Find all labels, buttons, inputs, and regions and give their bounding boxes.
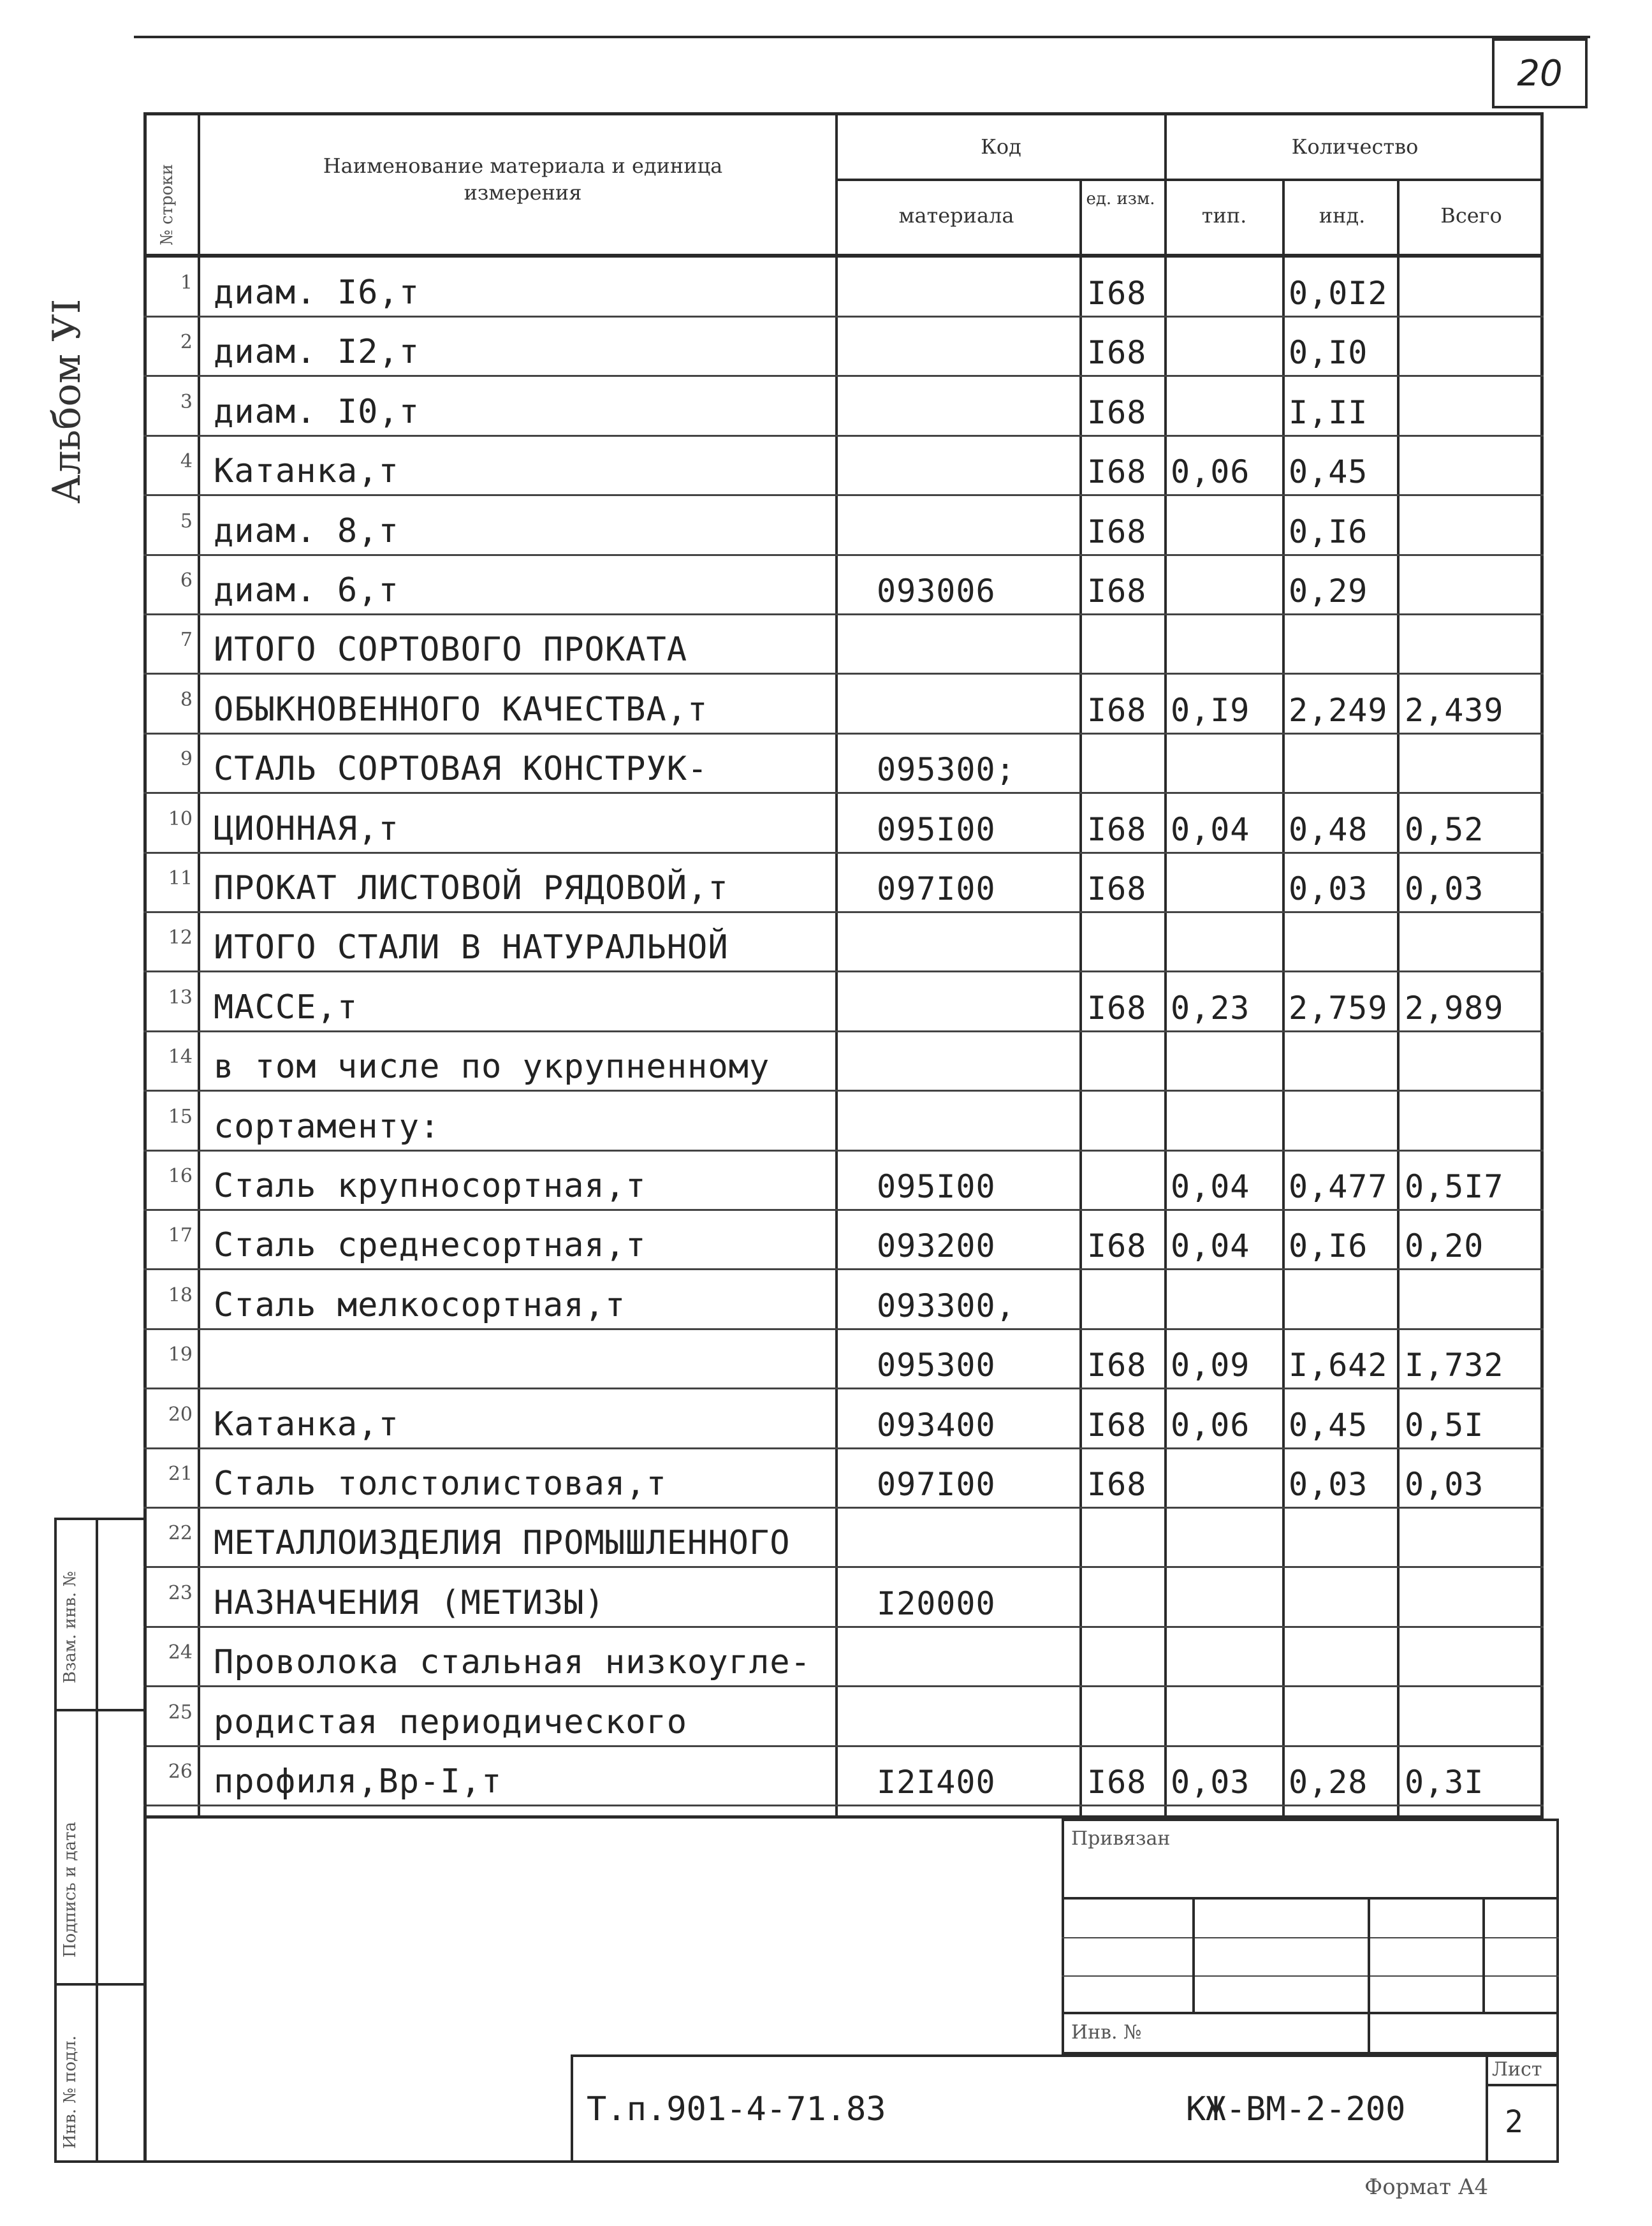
table-cell-ind: 0,0I2 [1289,275,1388,312]
table-cell-code [877,912,1074,972]
header-rownum: № строки [157,164,177,245]
table-cell-unit [1087,1687,1160,1746]
table-cell-tip [1171,1032,1279,1091]
row-number: 24 [168,1641,193,1664]
privyazan-vline-2 [1368,1897,1370,2054]
table-cell-total [1405,555,1542,615]
table-cell-name: МАССЕ,т [214,988,358,1027]
table-cell-code: 095300; [877,751,1016,788]
header-code-group: Код [981,135,1021,159]
table-cell-total [1405,1568,1542,1627]
table-cell-ind [1289,1032,1397,1091]
top-border-line [134,36,1590,38]
table-cell-unit: I68 [1087,1347,1147,1384]
table-cell-tip [1171,258,1279,317]
table-cell-name: диам. 8,т [214,512,399,550]
table-cell-name: Катанка,т [214,452,399,490]
header-qty-ind: инд. [1319,203,1366,228]
row-number: 13 [168,986,193,1009]
table-cell-ind: 0,29 [1289,573,1368,610]
table-cell-code [877,1508,1074,1567]
table-cell-ind [1289,1568,1397,1627]
table-cell-code [877,496,1074,555]
table-cell-name: ЦИОННАЯ,т [214,810,399,848]
table-cell-code [877,615,1074,674]
table-cell-name: СТАЛЬ СОРТОВАЯ КОНСТРУК- [214,750,708,788]
table-cell-code: I2I400 [877,1764,996,1801]
table-cell-name: Сталь мелкосортная,т [214,1286,626,1324]
table-cell-tip [1171,734,1279,793]
left-margin-label-1: Взам. инв. № [61,1571,80,1683]
table-cell-code: 097I00 [877,1466,996,1503]
doc-code: Т.п.901-4-71.83 [587,2090,886,2128]
table-cell-code: 093300, [877,1287,1016,1324]
table-cell-code: 097I00 [877,870,996,907]
row-number: 25 [168,1701,193,1724]
table-cell-name: ИТОГО СОРТОВОГО ПРОКАТА [214,631,688,669]
table-cell-unit: I68 [1087,394,1147,431]
table-cell-name: диам. 6,т [214,571,399,610]
table-cell-ind: 0,I0 [1289,334,1368,371]
table-cell-ind: 0,03 [1289,870,1368,907]
table-cell-ind: 2,249 [1289,692,1388,729]
table-cell-tip: 0,23 [1171,990,1250,1027]
table-cell-code: I20000 [877,1585,996,1622]
table-cell-name [214,1329,826,1389]
table-cell-total [1405,1032,1542,1091]
table-cell-total [1405,734,1542,793]
table-cell-ind: 0,03 [1289,1466,1368,1503]
table-cell-code: 093200 [877,1227,996,1264]
table-cell-unit: I68 [1087,573,1147,610]
table-cell-ind: 0,45 [1289,453,1368,490]
table-cell-total [1405,436,1542,495]
row-number: 26 [168,1761,193,1783]
row-number: 22 [168,1522,193,1544]
header-code-unit: ед. изм. [1086,189,1155,209]
table-cell-name: Проволока стальная низкоугле- [214,1643,811,1681]
table-cell-tip [1171,555,1279,615]
table-cell-tip [1171,1508,1279,1567]
table-cell-total [1405,1508,1542,1567]
table-cell-unit [1087,1508,1160,1567]
table-cell-total: I,732 [1405,1347,1504,1384]
table-cell-name: профиля,Вр-I,т [214,1762,502,1801]
table-cell-ind: 0,I6 [1289,513,1368,550]
table-cell-total: 0,20 [1405,1227,1484,1264]
table-cell-name: НАЗНАЧЕНИЯ (МЕТИЗЫ) [214,1584,605,1622]
table-cell-tip [1171,912,1279,972]
row-number: 19 [168,1344,193,1366]
row-number: 4 [180,450,193,472]
table-cell-tip: 0,04 [1171,811,1250,848]
page-number: 20 [1517,52,1563,94]
privyazan-vline-3 [1482,1897,1485,2012]
header-qty-total: Всего [1440,203,1502,228]
sheet-label: Лист [1492,2058,1542,2081]
page-number-box [1492,38,1588,108]
table-cell-name: ОБЫКНОВЕННОГО КАЧЕСТВА,т [214,691,708,729]
table-cell-total [1405,377,1542,436]
table-cell-name: диам. I6,т [214,274,420,312]
table-cell-name: МЕТАЛЛОИЗДЕЛИЯ ПРОМЫШЛЕННОГО [214,1524,791,1562]
table-cell-code: 095300 [877,1347,996,1384]
table-cell-unit: I68 [1087,1407,1147,1444]
row-number: 12 [168,926,193,949]
table-cell-tip: 0,06 [1171,453,1250,490]
row-number: 21 [168,1463,193,1485]
table-cell-unit: I68 [1087,453,1147,490]
table-cell-tip [1171,317,1279,376]
row-number: 5 [180,510,193,532]
header-vline-5 [1397,179,1400,1819]
table-cell-total [1405,1270,1542,1329]
sheet-divider-h [1486,2084,1559,2086]
sheet-divider [1486,2054,1488,2163]
table-cell-unit: I68 [1087,1227,1147,1264]
table-cell-total: 0,5I [1405,1407,1484,1444]
table-cell-tip: 0,03 [1171,1764,1250,1801]
table-cell-unit: I68 [1087,275,1147,312]
row-number: 8 [180,689,193,711]
table-cell-ind [1289,912,1397,972]
table-cell-tip [1171,1568,1279,1627]
header-vline-3 [1164,112,1167,1819]
table-cell-ind [1289,1508,1397,1567]
table-cell-unit: I68 [1087,990,1147,1027]
table-cell-code [877,1687,1074,1746]
left-margin-divider [96,1518,98,2163]
table-cell-total: 0,5I7 [1405,1168,1504,1205]
table-cell-unit: I68 [1087,334,1147,371]
table-cell-tip [1171,1092,1279,1151]
table-cell-tip [1171,1627,1279,1687]
row-number: 20 [168,1403,193,1426]
table-cell-unit: I68 [1087,811,1147,848]
table-cell-tip [1171,1449,1279,1508]
row-number: 1 [180,272,193,294]
table-cell-total [1405,1687,1542,1746]
table-cell-name: Сталь толстолистовая,т [214,1465,667,1503]
privyazan-vline-1 [1192,1897,1195,2012]
table-cell-tip: 0,04 [1171,1227,1250,1264]
row-number: 16 [168,1165,193,1187]
row-number: 14 [168,1046,193,1068]
inv-no-label: Инв. № [1071,2021,1142,2044]
table-cell-unit [1087,1270,1160,1329]
table-cell-code: 093400 [877,1407,996,1444]
left-margin-label-2: Подпись и дата [61,1822,80,1958]
sheet-number: 2 [1505,2104,1523,2140]
table-cell-name: диам. I2,т [214,333,420,371]
row-number: 3 [180,391,193,413]
table-cell-ind [1289,1092,1397,1151]
table-cell-ind [1289,734,1397,793]
table-cell-tip [1171,1687,1279,1746]
table-cell-total [1405,1627,1542,1687]
table-cell-unit [1087,1151,1160,1210]
table-cell-unit: I68 [1087,692,1147,729]
table-cell-ind [1289,1270,1397,1329]
table-cell-ind [1289,615,1397,674]
doc-mark: КЖ-ВМ-2-200 [1186,2090,1406,2128]
table-cell-unit [1087,1568,1160,1627]
left-margin-label-3: Инв. № подл. [61,2035,80,2149]
left-margin-line-1 [54,1709,147,1711]
table-cell-unit: I68 [1087,1764,1147,1801]
table-cell-name: Катанка,т [214,1405,399,1444]
table-cell-total: 0,3I [1405,1764,1484,1801]
table-cell-total [1405,317,1542,376]
privyazan-label: Привязан [1071,1827,1171,1850]
table-cell-ind [1289,1687,1397,1746]
table-cell-tip [1171,1270,1279,1329]
table-cell-code [877,675,1074,734]
row-number: 18 [168,1284,193,1307]
table-cell-ind: 0,48 [1289,811,1368,848]
table-cell-total: 2,989 [1405,990,1504,1027]
table-cell-name: в том числе по укрупненному [214,1048,770,1086]
table-cell-tip: 0,09 [1171,1347,1250,1384]
table-cell-ind: 0,I6 [1289,1227,1368,1264]
table-cell-unit [1087,912,1160,972]
header-vline-2 [1079,179,1082,1819]
header-vline-4 [1282,179,1285,1819]
row-number: 11 [168,867,193,890]
table-cell-code: 093006 [877,573,996,610]
row-number: 9 [180,748,193,770]
table-cell-total [1405,258,1542,317]
table-cell-total [1405,1092,1542,1151]
row-number: 10 [168,808,193,830]
table-cell-total: 0,03 [1405,870,1484,907]
row-number: 17 [168,1224,193,1247]
table-cell-unit [1087,734,1160,793]
table-cell-total [1405,615,1542,674]
row-number: 2 [180,331,193,353]
header-mid-line [835,179,1544,181]
header-code-material: материала [898,203,1014,228]
table-cell-code [877,1092,1074,1151]
table-cell-ind: 0,45 [1289,1407,1368,1444]
album-label: Альбом УI [45,298,89,504]
table-cell-tip [1171,377,1279,436]
table-cell-name: ПРОКАТ ЛИСТОВОЙ РЯДОВОЙ,т [214,869,729,907]
table-cell-name: родистая периодического [214,1703,688,1741]
table-cell-name: сортаменту: [214,1108,441,1146]
left-margin-line-2 [54,1983,147,1986]
table-cell-total [1405,496,1542,555]
header-name: Наименование материала и единица измерения [323,154,723,205]
header-vline-0 [198,112,200,1819]
table-cell-unit: I68 [1087,513,1147,550]
table-cell-tip: 0,I9 [1171,692,1250,729]
table-cell-code [877,377,1074,436]
table-cell-ind: 0,477 [1289,1168,1388,1205]
header-qty-group: Количество [1291,135,1419,159]
table-cell-code [877,258,1074,317]
header-vline-1 [835,112,838,1819]
row-number: 23 [168,1582,193,1604]
table-cell-ind: 2,759 [1289,990,1388,1027]
table-cell-tip [1171,496,1279,555]
privyazan-line-4 [1062,2012,1559,2014]
table-cell-code [877,1032,1074,1091]
table-cell-name: Сталь крупносортная,т [214,1167,647,1205]
table-cell-unit [1087,1032,1160,1091]
table-cell-total: 0,52 [1405,811,1484,848]
row-number: 6 [180,569,193,592]
table-cell-ind [1289,1627,1397,1687]
table-cell-unit [1087,1627,1160,1687]
table-cell-total [1405,912,1542,972]
table-cell-code [877,317,1074,376]
header-qty-tip: тип. [1201,203,1247,228]
table-cell-code [877,436,1074,495]
table-cell-unit: I68 [1087,870,1147,907]
table-cell-total: 0,03 [1405,1466,1484,1503]
table-cell-code [877,1627,1074,1687]
table-cell-code [877,972,1074,1032]
table-cell-total: 2,439 [1405,692,1504,729]
row-number: 7 [180,629,193,651]
table-cell-unit [1087,1092,1160,1151]
table-cell-ind: 0,28 [1289,1764,1368,1801]
table-cell-name: Сталь среднесортная,т [214,1226,647,1264]
table-cell-unit [1087,615,1160,674]
table-cell-ind: I,642 [1289,1347,1388,1384]
table-cell-tip: 0,06 [1171,1407,1250,1444]
row-number: 15 [168,1106,193,1128]
table-cell-ind: I,II [1289,394,1368,431]
format-label: Формат А4 [1364,2174,1489,2200]
table-cell-tip: 0,04 [1171,1168,1250,1205]
table-cell-unit: I68 [1087,1466,1147,1503]
table-cell-tip [1171,615,1279,674]
table-cell-name: ИТОГО СТАЛИ В НАТУРАЛЬНОЙ [214,928,729,967]
table-cell-name: диам. I0,т [214,393,420,431]
table-cell-code: 095I00 [877,1168,996,1205]
table-cell-code: 095I00 [877,811,996,848]
table-cell-tip [1171,853,1279,912]
